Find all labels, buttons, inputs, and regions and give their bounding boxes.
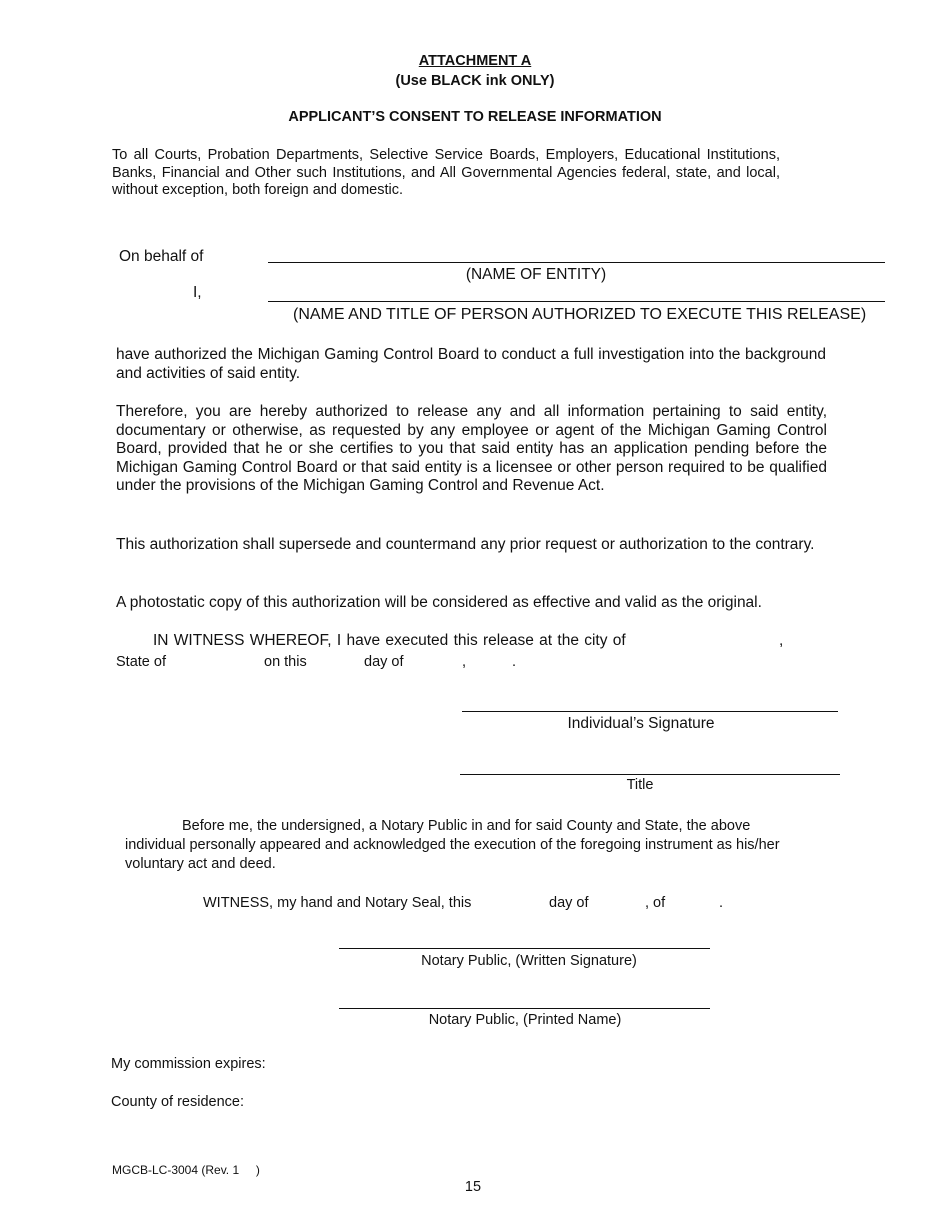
individual-signature-caption: Individual’s Signature — [567, 715, 715, 732]
title-caption: Title — [626, 777, 654, 793]
notary-witness-label: WITNESS, my hand and Notary Seal, this — [203, 895, 472, 911]
witness-comma: , — [779, 632, 784, 649]
title-line[interactable] — [460, 774, 840, 775]
photostatic-paragraph: A photostatic copy of this authorization will be considered as effective and valid as the original. — [116, 594, 762, 611]
notary-paragraph: Before me, the undersigned, a Notary Public in and for said County and State, the above individual personally appeared and acknowledged the execution of the foregoing instrument as his/her voluntary act and deed. — [125, 818, 780, 872]
form-heading: APPLICANT’S CONSENT TO RELEASE INFORMATION — [288, 109, 662, 125]
witness-statement: IN WITNESS WHEREOF, I have executed this release at the city of — [153, 632, 626, 649]
notary-printed-name-line[interactable] — [339, 1008, 710, 1009]
on-this-label: on this — [264, 654, 307, 670]
entity-name-line[interactable] — [268, 262, 885, 263]
individual-signature-line[interactable] — [462, 711, 838, 712]
date-period: . — [512, 654, 517, 670]
i-label: I, — [193, 284, 202, 301]
commission-expires-label: My commission expires: — [111, 1056, 266, 1072]
page-number: 15 — [464, 1179, 482, 1195]
authorization-paragraph: have authorized the Michigan Gaming Control Board to conduct a full investigation into the background and activities of said entity. — [116, 346, 826, 382]
release-paragraph: Therefore, you are hereby authorized to release any and all information pertaining to said entity, documentary or otherwise, as requested by any employee or agent of the Michigan Gaming Control Board, provided that he or she certifies to you that said entity has an application pending before the Michigan Gaming Control Board or that said entity is a licensee or other person required to be qualified under the provisions of the Michigan Gaming Control and Revenue Act. — [116, 403, 827, 495]
notary-of: , of — [645, 895, 666, 911]
state-of-label: State of — [116, 654, 166, 670]
entity-caption: (NAME OF ENTITY) — [465, 266, 607, 283]
person-caption: (NAME AND TITLE OF PERSON AUTHORIZED TO EXECUTE THIS RELEASE) — [293, 306, 867, 323]
on-behalf-label: On behalf of — [119, 248, 204, 265]
notary-period: . — [719, 895, 724, 911]
notary-day-of: day of — [549, 895, 589, 911]
date-comma: , — [462, 654, 467, 670]
person-name-line[interactable] — [268, 301, 885, 302]
ink-instruction: (Use BLACK ink ONLY) — [395, 73, 555, 89]
notary-written-signature-line[interactable] — [339, 948, 710, 949]
attachment-title: ATTACHMENT A — [418, 53, 532, 69]
notary-printed-name-caption: Notary Public, (Printed Name) — [428, 1012, 622, 1028]
form-number: MGCB-LC-3004 (Rev. 1 ) — [112, 1163, 260, 1177]
day-of-label: day of — [364, 654, 404, 670]
notary-written-signature-caption: Notary Public, (Written Signature) — [421, 953, 637, 969]
intro-paragraph: To all Courts, Probation Departments, Selective Service Boards, Employers, Educational Institutions, Banks, Financial and Other such Institutions, and All Governmental Agencies federal, state, and local, without exception, both foreign and domestic. — [112, 147, 780, 198]
county-of-residence-label: County of residence: — [111, 1094, 244, 1110]
supersede-paragraph: This authorization shall supersede and countermand any prior request or authorization to the contrary. — [116, 536, 815, 553]
